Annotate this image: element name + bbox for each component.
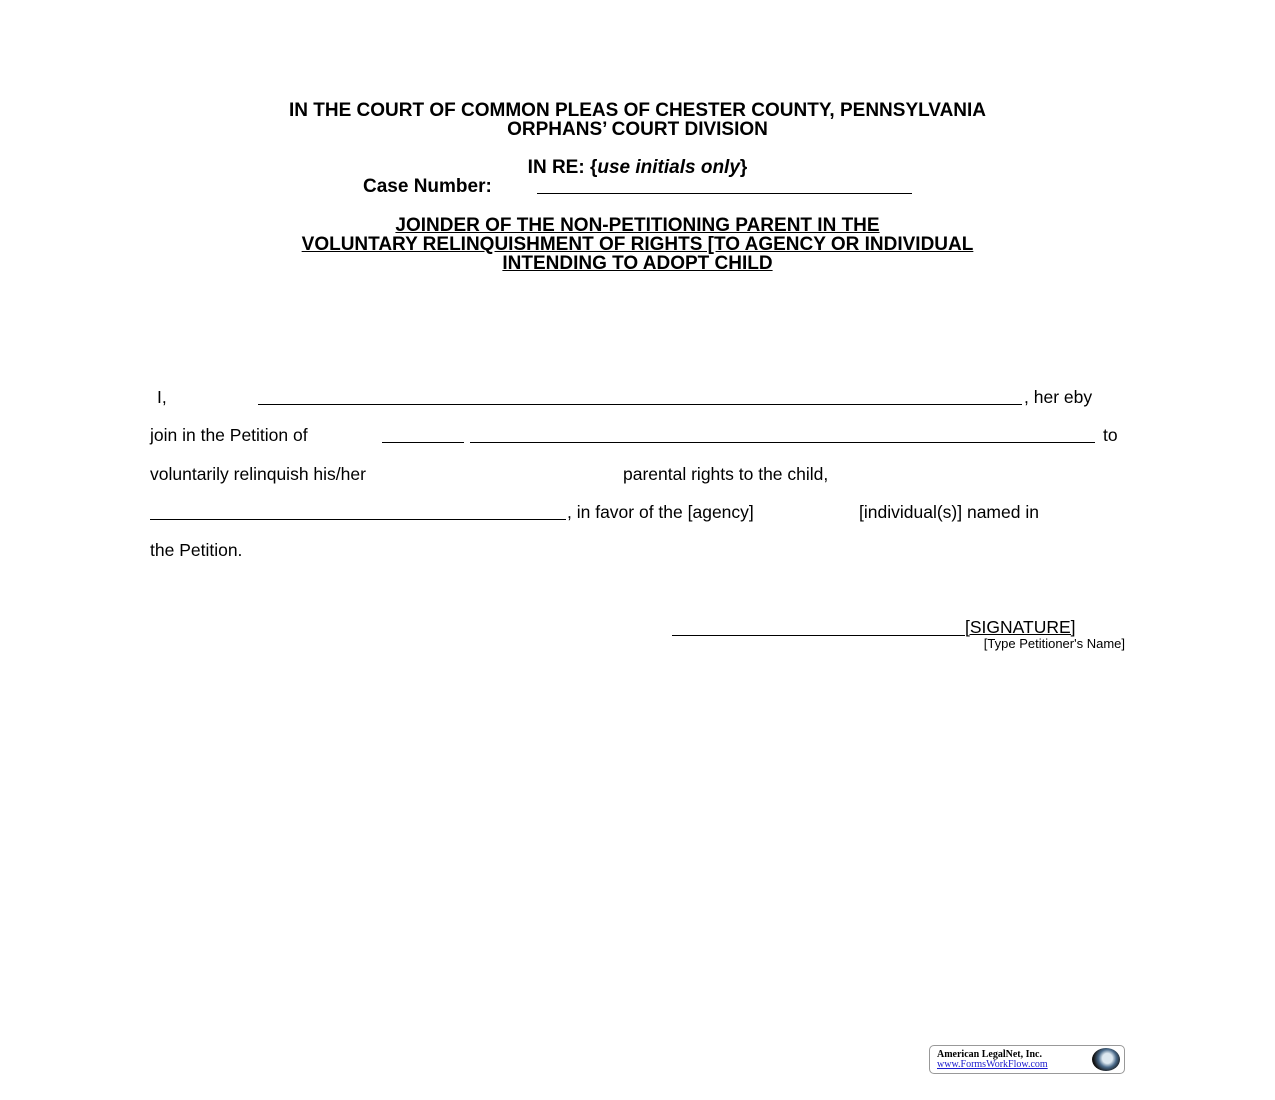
body-parental-rights: parental rights to the child,	[623, 464, 829, 484]
title-line-3: INTENDING TO ADOPT CHILD	[502, 253, 773, 274]
body-in-favor: , in favor of the [agency]	[567, 502, 754, 522]
in-re-line	[0, 158, 1275, 177]
in-re-label: IN RE: {	[527, 157, 598, 178]
signature-field[interactable]	[672, 635, 965, 636]
parent-name-field[interactable]	[258, 404, 1022, 405]
body-individuals: [individual(s)] named in	[859, 502, 1039, 522]
title-line-2: VOLUNTARY RELINQUISHMENT OF RIGHTS [TO AGENCY OR INDIVIDUAL	[301, 234, 974, 255]
in-re-hint: use initials only	[597, 157, 740, 178]
body-to: to	[1103, 425, 1118, 445]
body-i: I,	[157, 387, 167, 407]
petitioner-field-a[interactable]	[382, 442, 464, 443]
child-name-field[interactable]	[150, 519, 566, 520]
signature-label: [SIGNATURE]	[965, 617, 1076, 637]
division-heading: ORPHANS’ COURT DIVISION	[507, 119, 768, 140]
body-join: join in the Petition of	[150, 425, 308, 445]
american-legalnet-logo	[929, 1045, 1125, 1074]
petitioner-field-b[interactable]	[470, 442, 1095, 443]
globe-icon	[1092, 1048, 1120, 1071]
case-number-label: Case Number:	[363, 176, 492, 197]
body-relinquish: voluntarily relinquish his/her	[150, 464, 366, 484]
case-number-field[interactable]	[537, 193, 912, 194]
body-petition-end: the Petition.	[150, 540, 243, 560]
body-hereby: , her eby	[1024, 387, 1093, 407]
logo-url[interactable]: www.FormsWorkFlow.com	[937, 1059, 1048, 1070]
petitioner-name-hint: [Type Petitioner's Name]	[983, 636, 1125, 651]
in-re-close: }	[739, 157, 748, 178]
court-heading: IN THE COURT OF COMMON PLEAS OF CHESTER COUNTY, PENNSYLVANIA	[288, 100, 987, 121]
logo-company: American LegalNet, Inc.	[937, 1049, 1042, 1060]
title-line-1: JOINDER OF THE NON-PETITIONING PARENT IN THE	[395, 215, 880, 236]
